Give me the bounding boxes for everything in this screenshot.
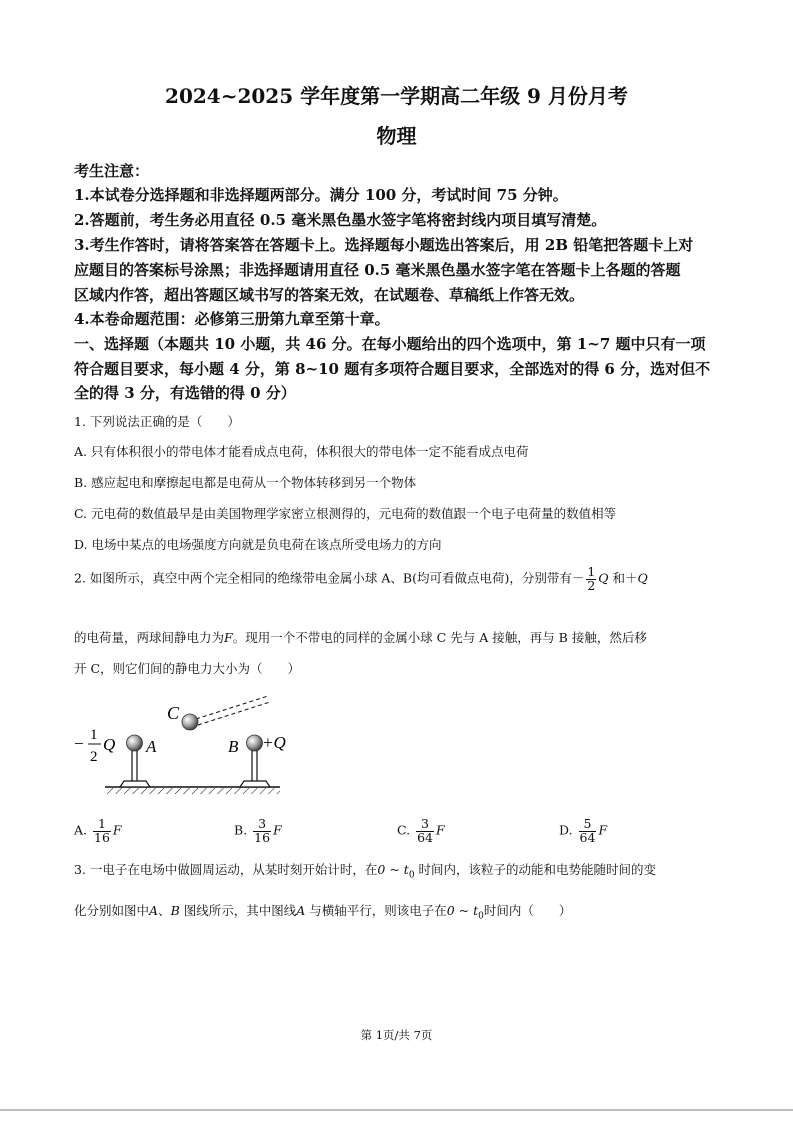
option-var: F: [435, 822, 445, 838]
q2-figure: [70, 695, 300, 805]
q3-stem-line2: [74, 901, 571, 922]
q2-stem-text: 2. 如图所示，真空中两个完全相同的绝缘带电金属小球 A、B(均可看做点电荷)，分别带有－: [74, 570, 585, 586]
q2-stem-text: 。现用一个不带电的同样的金属小球 C 先与 A 接触，再与 B 接触，然后移: [232, 630, 647, 645]
notice-line: 2.答题前，考生务必用直径 0.5 毫米黑色墨水签字笔将密封线内项目填写清楚。: [74, 211, 607, 229]
stand-b-base: [240, 781, 270, 787]
q2-charge-var: Q: [598, 570, 609, 586]
q3-interval-sub: 0: [478, 911, 484, 922]
q3-interval-sub: 0: [408, 870, 415, 881]
notice-line: 应题目的答案标号涂黑；非选择题请用直径 0.5 毫米黑色墨水签字笔在答题卡上各题的答题: [74, 261, 681, 279]
notice-line: 3.考生作答时，请将答案答在答题卡上。选择题每小题选出答案后，用 2B 铅笔把答题卡上对: [74, 236, 694, 254]
q2-option-c: [397, 818, 445, 844]
ball-c-handle: [198, 702, 270, 725]
option-var: F: [598, 822, 608, 838]
q3-interval: 0 ~ t: [446, 903, 479, 918]
q3-stem-text: 时间内，该粒子的动能和电势能随时间的变: [414, 862, 657, 877]
notice-line: 4.本卷命题范围：必修第三册第九章至第十章。: [74, 310, 390, 328]
fraction-denominator: 2: [587, 577, 596, 593]
label-a: A: [146, 737, 157, 756]
q2-force-var: F: [224, 630, 233, 645]
ground-hatching: [105, 788, 280, 794]
q2-option-b: [234, 818, 282, 844]
q2-option-d: [559, 818, 607, 844]
exam-title: 2024~2025 学年度第一学期高二年级 9 月份月考: [165, 84, 628, 108]
fraction-denominator: 16: [254, 829, 271, 845]
q3-label-a: A: [149, 903, 159, 918]
charge-a-numerator: 1: [90, 727, 98, 743]
q2-stem-line2: [74, 628, 647, 646]
q3-stem-text: 图线所示，其中图线: [179, 903, 297, 918]
charge-a-denominator: 2: [90, 749, 98, 765]
ball-c-handle: [196, 696, 268, 719]
q1-option-b: B. 感应起电和摩擦起电都是电荷从一个物体转移到另一个物体: [74, 475, 417, 490]
q2-option-a: [74, 818, 122, 844]
charge-a-sign: −: [74, 734, 84, 753]
q1-option-d: D. 电场中某点的电场强度方向就是负电荷在该点所受电场力的方向: [74, 537, 442, 552]
option-var: F: [273, 822, 282, 838]
q2-stem-text: 的电荷量，两球间静电力为: [74, 630, 225, 645]
page-footer: 第 1页/共 7页: [360, 1028, 433, 1042]
option-fraction: [416, 818, 434, 844]
fraction-denominator: 16: [94, 829, 110, 845]
fraction-numerator: 5: [579, 818, 597, 832]
option-fraction: [253, 818, 271, 844]
q2-charge-fraction: [586, 566, 596, 592]
q3-stem-line1: [74, 860, 656, 881]
q3-label-a: A: [296, 903, 306, 918]
ball-a: [127, 735, 143, 751]
section-heading: 符合题目要求，每小题 4 分，第 8~10 题有多项符合题目要求，全部选对的得 6 分，选对但不: [74, 360, 711, 378]
label-b: B: [228, 737, 239, 756]
stand-a-base: [120, 781, 150, 787]
option-fraction: [93, 818, 111, 844]
label-c: C: [167, 703, 180, 723]
fraction-numerator: 3: [416, 818, 434, 832]
fraction-numerator: 1: [93, 818, 111, 832]
q2-stem-line1: [74, 566, 648, 592]
option-fraction: [579, 818, 597, 844]
q2-charge-var: Q: [637, 570, 648, 586]
option-letter: C.: [397, 822, 411, 838]
section-heading: 一、选择题（本题共 10 小题，共 46 分。在每小题给出的四个选项中，第 1~7 题中只有一项: [74, 335, 706, 353]
notice-line: 1.本试卷分选择题和非选择题两部分。满分 100 分，考试时间 75 分钟。: [74, 186, 568, 204]
option-var: F: [112, 822, 122, 838]
fraction-numerator: 1: [587, 564, 596, 579]
charge-a-var: Q: [103, 735, 116, 754]
bottom-divider: [0, 1109, 793, 1111]
q3-stem-text: 3. 一电子在电场中做圆周运动，从某时刻开始计时，在: [74, 862, 378, 877]
fraction-denominator: 64: [579, 829, 596, 845]
q3-interval: 0 ~ t: [377, 862, 409, 877]
option-letter: D.: [559, 822, 573, 838]
q3-separator: 、: [158, 903, 171, 918]
ball-b: [247, 735, 263, 751]
q1-stem: 1. 下列说法正确的是（ ）: [74, 414, 240, 429]
option-letter: B.: [234, 822, 248, 838]
q3-label-b: B: [170, 903, 180, 918]
notice-line: 区域内作答，超出答题区域书写的答案无效，在试题卷、草稿纸上作答无效。: [74, 286, 585, 304]
q1-option-c: C. 元电荷的数值最早是由美国物理学家密立根测得的，元电荷的数值跟一个电子电荷量的数值相等: [74, 506, 617, 521]
ball-c: [182, 714, 198, 730]
subject-title: 物理: [376, 124, 417, 148]
option-letter: A.: [74, 822, 88, 838]
q1-option-a: A. 只有体积很小的带电体才能看成点电荷，体积很大的带电体一定不能看成点电荷: [74, 444, 529, 459]
q3-stem-text: 化分别如图中: [74, 903, 150, 918]
notice-heading: 考生注意：: [74, 162, 150, 180]
q2-stem-text: 和＋: [608, 570, 638, 586]
charge-b-label: +Q: [262, 733, 286, 752]
q3-stem-text: 与横轴平行，则该电子在: [305, 903, 447, 918]
q3-stem-text: 时间内（ ）: [483, 903, 572, 918]
fraction-numerator: 3: [253, 818, 271, 832]
q2-stem-line3: 开 C，则它们间的静电力大小为（ ）: [74, 661, 301, 676]
fraction-denominator: 64: [417, 829, 433, 845]
section-heading: 全的得 3 分，有选错的得 0 分）: [74, 384, 296, 402]
